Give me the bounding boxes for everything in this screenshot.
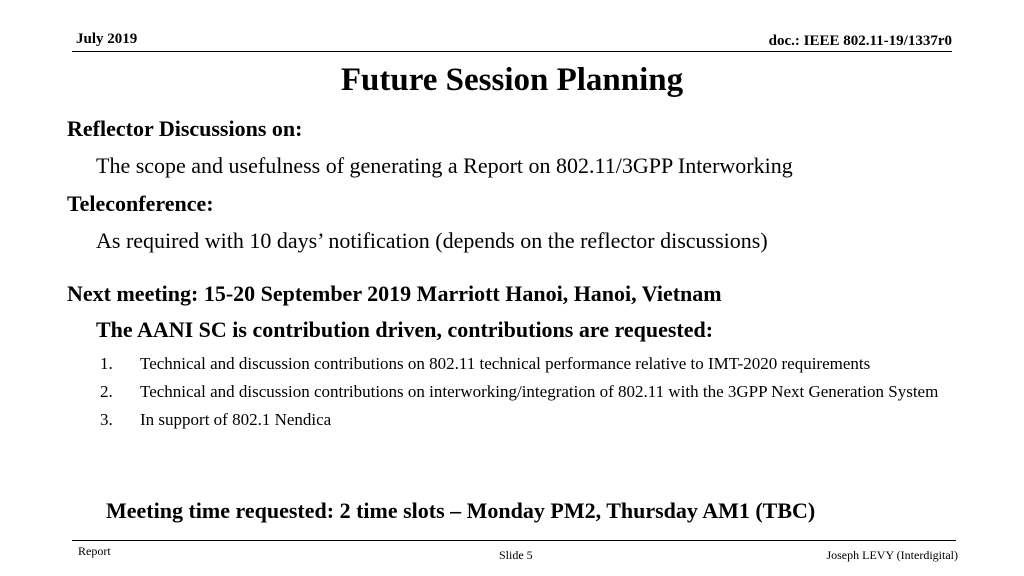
list-item bbox=[100, 381, 960, 403]
list-item-number: 1. bbox=[100, 354, 113, 373]
list-item bbox=[100, 409, 960, 431]
list-item-text: In support of 802.1 Nendica bbox=[140, 410, 332, 429]
reflector-heading: Reflector Discussions on: bbox=[67, 116, 303, 141]
contribution-note: The AANI SC is contribution driven, contributions are requested: bbox=[96, 317, 714, 342]
footer-divider bbox=[72, 540, 956, 541]
meeting-time: Meeting time requested: 2 time slots – Monday PM2, Thursday AM1 (TBC) bbox=[106, 498, 816, 523]
list-item-text: Technical and discussion contributions on interworking/integration of 802.11 with the 3GPP Next Generation System bbox=[140, 382, 939, 401]
list-item bbox=[100, 353, 960, 375]
header-date: July 2019 bbox=[76, 31, 138, 47]
footer-author: Joseph LEVY (Interdigital) bbox=[826, 548, 958, 562]
list-item-text: Technical and discussion contributions on 802.11 technical performance relative to IMT-2020 requirements bbox=[140, 354, 871, 373]
footer-left: Report bbox=[78, 544, 111, 558]
next-meeting: Next meeting: 15-20 September 2019 Marriott Hanoi, Hanoi, Vietnam bbox=[67, 281, 722, 306]
teleconference-heading: Teleconference: bbox=[67, 191, 214, 216]
header-divider bbox=[72, 51, 952, 52]
reflector-text: The scope and usefulness of generating a Report on 802.11/3GPP Interworking bbox=[96, 153, 793, 178]
teleconference-text: As required with 10 days’ notification (depends on the reflector discussions) bbox=[96, 228, 768, 253]
header-doc-id: doc.: IEEE 802.11-19/1337r0 bbox=[768, 33, 952, 49]
list-item-number: 3. bbox=[100, 410, 113, 429]
list-item-number: 2. bbox=[100, 382, 113, 401]
footer-slide-number: Slide 5 bbox=[499, 548, 533, 562]
slide-title: Future Session Planning bbox=[340, 62, 684, 98]
contributions-list bbox=[100, 353, 960, 437]
